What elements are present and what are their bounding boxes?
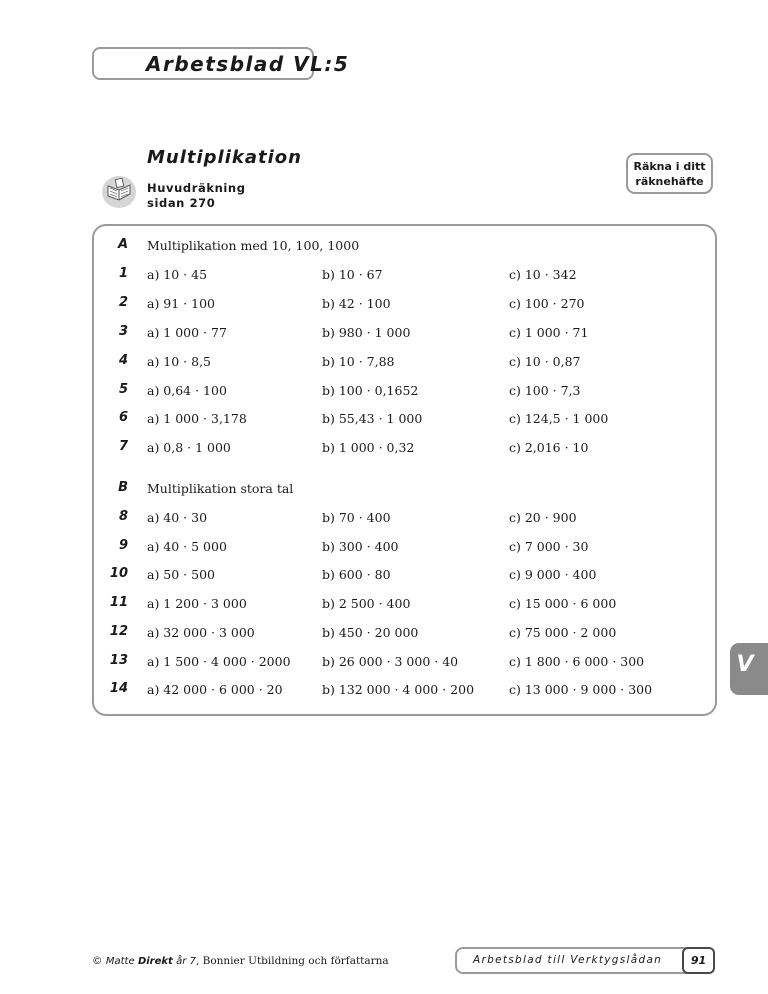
publisher-name: , Bonnier Utbildning och författarna — [195, 955, 389, 967]
exercise-number: 6 — [118, 410, 128, 425]
exercise-part-a: a) 40 · 5 000 — [147, 539, 227, 554]
book-icon — [101, 173, 137, 209]
exercise-part-b: b) 600 · 80 — [322, 567, 391, 582]
exercise-part-b: b) 10 · 67 — [322, 267, 383, 282]
exercise-part-a: a) 40 · 30 — [147, 510, 208, 525]
exercise-part-a: a) 32 000 · 3 000 — [147, 625, 255, 640]
exercise-part-b: b) 26 000 · 3 000 · 40 — [322, 654, 459, 669]
exercise-part-c: c) 1 000 · 71 — [509, 325, 589, 340]
exercise-number: 11 — [109, 595, 128, 610]
exercise-number: 14 — [109, 681, 128, 696]
exercise-part-c: c) 20 · 900 — [509, 510, 577, 525]
exercise-part-c: c) 100 · 270 — [509, 296, 585, 311]
exercise-part-c: c) 7 000 · 30 — [509, 539, 589, 554]
group-label-a: A — [117, 237, 128, 252]
exercise-part-c: c) 15 000 · 6 000 — [509, 596, 617, 611]
exercise-number: 12 — [109, 624, 128, 639]
exercise-part-b: b) 980 · 1 000 — [322, 325, 411, 340]
exercise-number: 10 — [109, 566, 128, 581]
group-label-b: B — [118, 480, 128, 495]
series-name-1: Matte — [105, 956, 135, 967]
exercise-part-c: c) 10 · 0,87 — [509, 354, 581, 369]
exercise-part-a: a) 10 · 45 — [147, 267, 208, 282]
exercise-part-c: c) 13 000 · 9 000 · 300 — [509, 682, 653, 697]
exercise-part-b: b) 300 · 400 — [322, 539, 399, 554]
copyright-symbol: © — [92, 955, 103, 967]
exercise-part-c: c) 124,5 · 1 000 — [509, 411, 609, 426]
series-grade: år 7 — [176, 956, 196, 967]
exercise-part-c: c) 1 800 · 6 000 · 300 — [509, 654, 645, 669]
reference-page: sidan 270 — [147, 196, 216, 210]
exercise-number: 1 — [118, 266, 128, 281]
exercise-number: 2 — [118, 295, 128, 310]
exercise-number: 8 — [118, 509, 128, 524]
exercise-number: 7 — [118, 439, 128, 454]
notebook-note — [626, 153, 713, 194]
group-title-b: Multiplikation stora tal — [147, 481, 294, 496]
exercise-part-a: a) 91 · 100 — [147, 296, 215, 311]
reference-topic: Huvudräkning — [147, 181, 246, 195]
exercise-part-a: a) 10 · 8,5 — [147, 354, 212, 369]
exercise-part-a: a) 1 000 · 3,178 — [147, 411, 247, 426]
exercise-part-c: c) 2,016 · 10 — [509, 440, 589, 455]
exercise-part-b: b) 55,43 · 1 000 — [322, 411, 423, 426]
exercise-part-a: a) 1 500 · 4 000 · 2000 — [147, 654, 291, 669]
worksheet-title: Arbetsblad VL:5 — [146, 52, 350, 76]
footer-copyright — [92, 955, 389, 967]
exercise-part-c: c) 9 000 · 400 — [509, 567, 597, 582]
exercise-part-b: b) 10 · 7,88 — [322, 354, 395, 369]
chapter-tab-label: V — [736, 652, 754, 677]
exercise-part-b: b) 132 000 · 4 000 · 200 — [322, 682, 475, 697]
exercise-part-b: b) 70 · 400 — [322, 510, 391, 525]
exercise-part-c: c) 100 · 7,3 — [509, 383, 581, 398]
exercise-part-a: a) 42 000 · 6 000 · 20 — [147, 682, 283, 697]
exercise-number: 3 — [118, 324, 128, 339]
exercise-part-c: c) 75 000 · 2 000 — [509, 625, 617, 640]
exercise-part-a: a) 0,8 · 1 000 — [147, 440, 231, 455]
exercise-part-b: b) 450 · 20 000 — [322, 625, 419, 640]
note-line-2: räknehäfte — [635, 175, 704, 188]
exercise-part-c: c) 10 · 342 — [509, 267, 577, 282]
exercise-part-b: b) 2 500 · 400 — [322, 596, 411, 611]
exercise-part-a: a) 1 200 · 3 000 — [147, 596, 247, 611]
exercise-part-b: b) 100 · 0,1652 — [322, 383, 419, 398]
exercise-number: 4 — [118, 353, 128, 368]
section-title: Multiplikation — [147, 147, 302, 168]
footer-worksheet-title: Arbetsblad till Verktygslådan — [473, 954, 663, 966]
page-number: 91 — [682, 947, 715, 974]
exercise-part-a: a) 1 000 · 77 — [147, 325, 227, 340]
series-name-2: Direkt — [137, 956, 173, 967]
exercise-part-b: b) 42 · 100 — [322, 296, 391, 311]
exercise-number: 5 — [118, 382, 128, 397]
note-line-1: Räkna i ditt — [633, 160, 706, 173]
group-title-a: Multiplikation med 10, 100, 1000 — [147, 238, 360, 253]
exercise-number: 9 — [118, 538, 128, 553]
exercise-part-a: a) 0,64 · 100 — [147, 383, 227, 398]
exercise-part-b: b) 1 000 · 0,32 — [322, 440, 415, 455]
exercise-number: 13 — [109, 653, 128, 668]
exercise-part-a: a) 50 · 500 — [147, 567, 215, 582]
